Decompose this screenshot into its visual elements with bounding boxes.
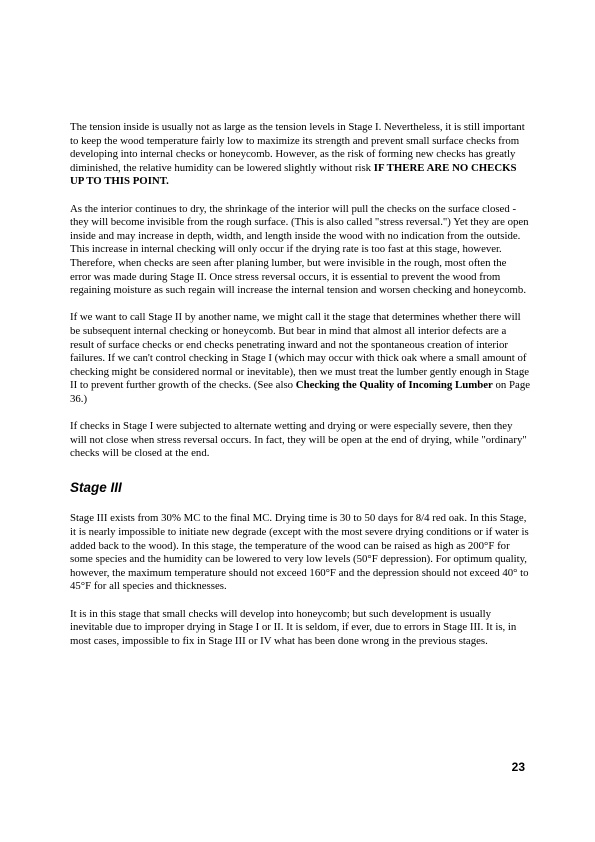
paragraph-stress-reversal: As the interior continues to dry, the shrinkage of the interior will pull the checks on the surface closed - they will become invisible from the rough surface. (This is also called "stress reversal.") Yet they are open inside and may increase in depth, width, and length inside the wood with no indication from the outside. This increase in internal checking will only occur if the drying rate is too fast at this stage, however. Therefore, when checks are seen after planing lumber, but were invisible in the rough, most often the error was made during Stage II. Once stress reversal occurs, it is essential to prevent the wood from regaining moisture as such regain will increase the internal tension and worsen checking and honeycomb.	[70, 202, 529, 297]
paragraph-text-after: on Page 36.)	[70, 379, 531, 405]
paragraph-severe-checks: If checks in Stage I were subjected to alternate wetting and drying or were especially severe, then they will not close when stress reversal occurs. In fact, they will be open at the end of drying, while "ordinary" checks will be closed at the end.	[70, 420, 527, 460]
paragraph-text: If we want to call Stage II by another name, we might call it the stage that determines whether there will be subsequent internal checking or honeycomb. But bear in mind that almost all interior defects are a result of surface checks or end checks penetrating inward and not the spontaneous creation of interior failures. If we can't control checking in Stage I (which may occur with thick oak where a small amount of checking might be considered normal or inevitable), then we must treat the lumber gently enough in Stage II to prevent further growth of the checks. (See also	[70, 311, 530, 392]
section-heading: Stage III	[70, 479, 122, 495]
paragraph-text: The tension inside is usually not as large as the tension levels in Stage I. Nevertheless, it is still important to keep the wood temperature fairly low to maximize its strength and prevent small surface checks from developing into internal checks or honeycomb. However, as the risk of forming new checks has greatly diminished, the relative humidity can be lowered slightly without risk	[70, 121, 525, 174]
paragraph-honeycomb: It is in this stage that small checks will develop into honeycomb; but such development is usually inevitable due to improper drying in Stage I or II. It is seldom, if ever, due to errors in Stage III. It is, in most cases, impossible to fix in Stage III or IV what has been done wrong in the previous stages.	[70, 607, 517, 647]
page-body	[70, 121, 530, 648]
cross-reference: Checking the Quality of Incoming Lumber	[295, 379, 493, 392]
bold-emphasis: IF THERE ARE NO CHECKS UP TO THIS POINT.	[70, 161, 517, 188]
page-number: 23	[511, 760, 525, 774]
paragraph-stage-iii-definition: Stage III exists from 30% MC to the final MC. Drying time is 30 to 50 days for 8/4 red oak. In this Stage, it is nearly impossible to initiate new degrade (except with the most severe drying conditions or if water is added back to the wood). In this stage, the temperature of the wood can be raised as high as 200°F for some species and the humidity can be lowered to very low levels (50°F depression). For optimum quality, however, the maximum temperature should not exceed 160°F and the depression should not exceed 40° to 45°F for all species and thicknesses.	[70, 512, 529, 593]
paragraph-stage-ii-tension	[70, 121, 530, 189]
paragraph-stage-ii-name	[70, 311, 530, 406]
